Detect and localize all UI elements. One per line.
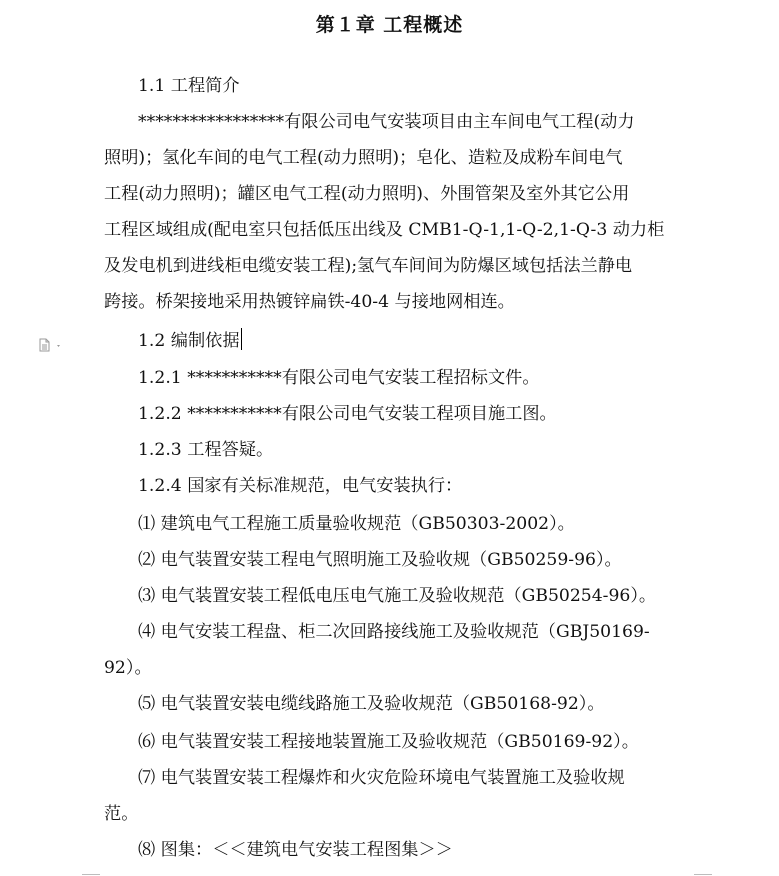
list-item-text: 电气装置安装工程电气照明施工及验收规（GB50259-96）。: [160, 550, 622, 570]
page-corner-mark: [694, 874, 712, 875]
list-item-number: ⑴: [138, 514, 156, 534]
subsection-1-2-2: 1.2.2 ***********有限公司电气安装工程项目施工图。: [138, 404, 557, 424]
list-item-number: ⑶: [138, 586, 156, 606]
list-item-text: 电气装置安装电缆线路施工及验收规范（GB50168-92）。: [160, 694, 605, 714]
list-item: [138, 620, 650, 644]
subsection-1-2-3: 1.2.3 工程答疑。: [138, 440, 274, 460]
list-item-text: 电气装置安装工程爆炸和火灾危险环境电气装置施工及验收规: [160, 768, 625, 788]
list-item-number: ⑹: [138, 732, 156, 752]
section-heading-1-1: 1.1 工程简介: [138, 76, 240, 96]
section-heading-1-2[interactable]: [138, 328, 242, 353]
list-item-number: ⑻: [138, 840, 156, 860]
paragraph-line: 工程区域组成(配电室只包括低压出线及 CMB1-Q-1,1-Q-2,1-Q-3 动力柜: [104, 220, 665, 240]
section-heading-text: 1.2 编制依据: [138, 331, 240, 351]
page-corner-mark: [82, 874, 100, 875]
chapter-title: 第１章 工程概述: [315, 14, 464, 36]
list-item-continuation: 范。: [104, 804, 139, 824]
list-item: [138, 838, 453, 862]
list-item: [138, 730, 639, 754]
paragraph-line: *****************有限公司电气安装项目由主车间电气工程(动力: [138, 112, 635, 132]
list-item: [138, 692, 605, 716]
list-item-text: 电气装置安装工程接地装置施工及验收规范（GB50169-92）。: [160, 732, 639, 752]
subsection-1-2-1: 1.2.1 ***********有限公司电气安装工程招标文件。: [138, 368, 540, 388]
list-item: [138, 766, 625, 790]
list-item-text: 电气装置安装工程低电压电气施工及验收规范（GB50254-96）。: [160, 586, 657, 606]
list-item-number: ⑵: [138, 550, 156, 570]
list-item-text: 电气安装工程盘、柜二次回路接线施工及验收规范（GBJ50169-: [160, 622, 650, 642]
list-item-number: ⑸: [138, 694, 156, 714]
list-item-number: ⑺: [138, 768, 156, 788]
list-item-text: 图集：＜＜建筑电气安装工程图集＞＞: [160, 840, 453, 860]
list-item: [138, 584, 656, 608]
list-item-text: 建筑电气工程施工质量验收规范（GB50303-2002）。: [160, 514, 575, 534]
paragraph-line: 及发电机到进线柜电缆安装工程);氢气车间间为防爆区域包括法兰静电: [104, 256, 633, 276]
text-cursor: [241, 328, 243, 350]
paragraph-line: 照明)；氢化车间的电气工程(动力照明)；皂化、造粒及成粉车间电气: [104, 148, 623, 168]
list-item: [138, 512, 575, 536]
paragraph-line: 跨接。桥架接地采用热镀锌扁铁-40-4 与接地网相连。: [104, 292, 515, 312]
list-item: [138, 548, 622, 572]
list-item-number: ⑷: [138, 622, 156, 642]
document-paste-options-icon[interactable]: [38, 337, 64, 351]
paragraph-line: 工程(动力照明)；罐区电气工程(动力照明)、外围管架及室外其它公用: [104, 184, 630, 204]
list-item-continuation: 92）。: [104, 658, 152, 678]
subsection-1-2-4: 1.2.4 国家有关标准规范，电气安装执行：: [138, 476, 463, 496]
